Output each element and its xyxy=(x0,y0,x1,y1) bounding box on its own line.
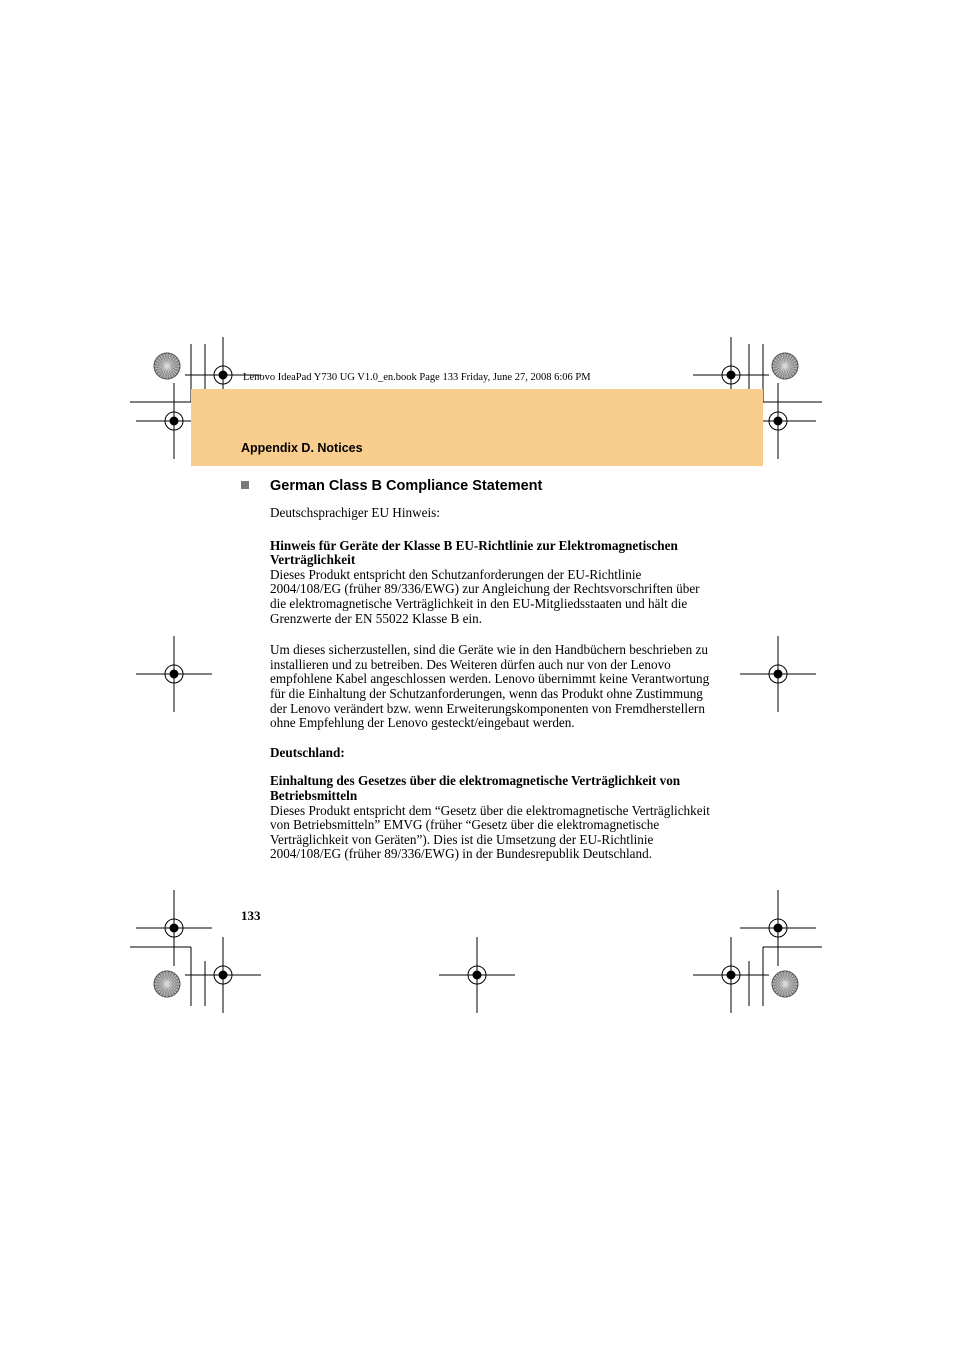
registration-target-dot xyxy=(219,971,227,979)
paragraph-emvg: Dieses Produkt entspricht dem “Gesetz über die elektromagnetische Verträglichkeit von Betriebsmitteln” EMVG (früher “Gesetz über die elektromagnetische Verträglichkeit von Geräten”). Dies ist die Umsetzung der EU-Richtlinie 2004/108/EG (früher 89/336/EWG) in der Bundesrepublik Deutschland. xyxy=(270,802,710,862)
paragraph-installation: Um dieses sicherzustellen, sind die Geräte wie in den Handbüchern beschrieben zu installieren und zu betreiben. Des Weiteren dürfen auch nur von der Lenovo empfohlene Kabel angeschlossen werden. Lenovo übernimmt keine Verantwortung für die Einhaltung der Schutzanforderungen, wenn das Produkt ohne Zustimmung der Lenovo verändert bzw. wenn Erweiterungskomponenten von Fremdherstellern ohne Empfehlung der Lenovo gesteckt/eingebaut werden. xyxy=(270,642,710,731)
registration-target-dot xyxy=(473,971,481,979)
registration-target-dot xyxy=(774,924,782,932)
page-number: 133 xyxy=(241,908,261,923)
heading-emvg: Einhaltung des Gesetzes über die elektromagnetische Verträglichkeit von Betriebsmitteln xyxy=(270,773,681,803)
body-text xyxy=(270,506,710,862)
print-slug: Lenovo IdeaPad Y730 UG V1.0_en.book Page 133 Friday, June 27, 2008 6:06 PM xyxy=(243,372,591,383)
paragraph-eu-directive: Dieses Produkt entspricht den Schutzanforderungen der EU-Richtlinie 2004/108/EG (früher 89/336/EWG) zur Angleichung der Rechtsvorschriften über die elektromagnetische Verträglichkeit in den EU-Mitgliedsstaaten und hält die Grenzwerte der EN 55022 Klasse B ein. xyxy=(270,566,700,626)
registration-target-dot xyxy=(219,371,227,379)
registration-target-dot xyxy=(170,924,178,932)
heading-eu-directive: Hinweis für Geräte der Klasse B EU-Richtlinie zur Elektromagnetischen Verträglichkeit xyxy=(270,537,678,568)
registration-target-dot xyxy=(170,670,178,678)
registration-target-dot xyxy=(727,371,735,379)
chapter-header-band xyxy=(191,389,763,466)
registration-target-dot xyxy=(170,417,178,425)
intro-line: Deutschsprachiger EU Hinweis: xyxy=(270,505,440,520)
registration-target-dot xyxy=(774,670,782,678)
heading-country: Deutschland: xyxy=(270,744,345,760)
square-bullet-icon xyxy=(241,481,249,489)
section-title: German Class B Compliance Statement xyxy=(270,478,543,494)
registration-target-dot xyxy=(727,971,735,979)
section-heading xyxy=(241,478,542,494)
chapter-title: Appendix D. Notices xyxy=(241,441,363,455)
registration-target-dot xyxy=(774,417,782,425)
